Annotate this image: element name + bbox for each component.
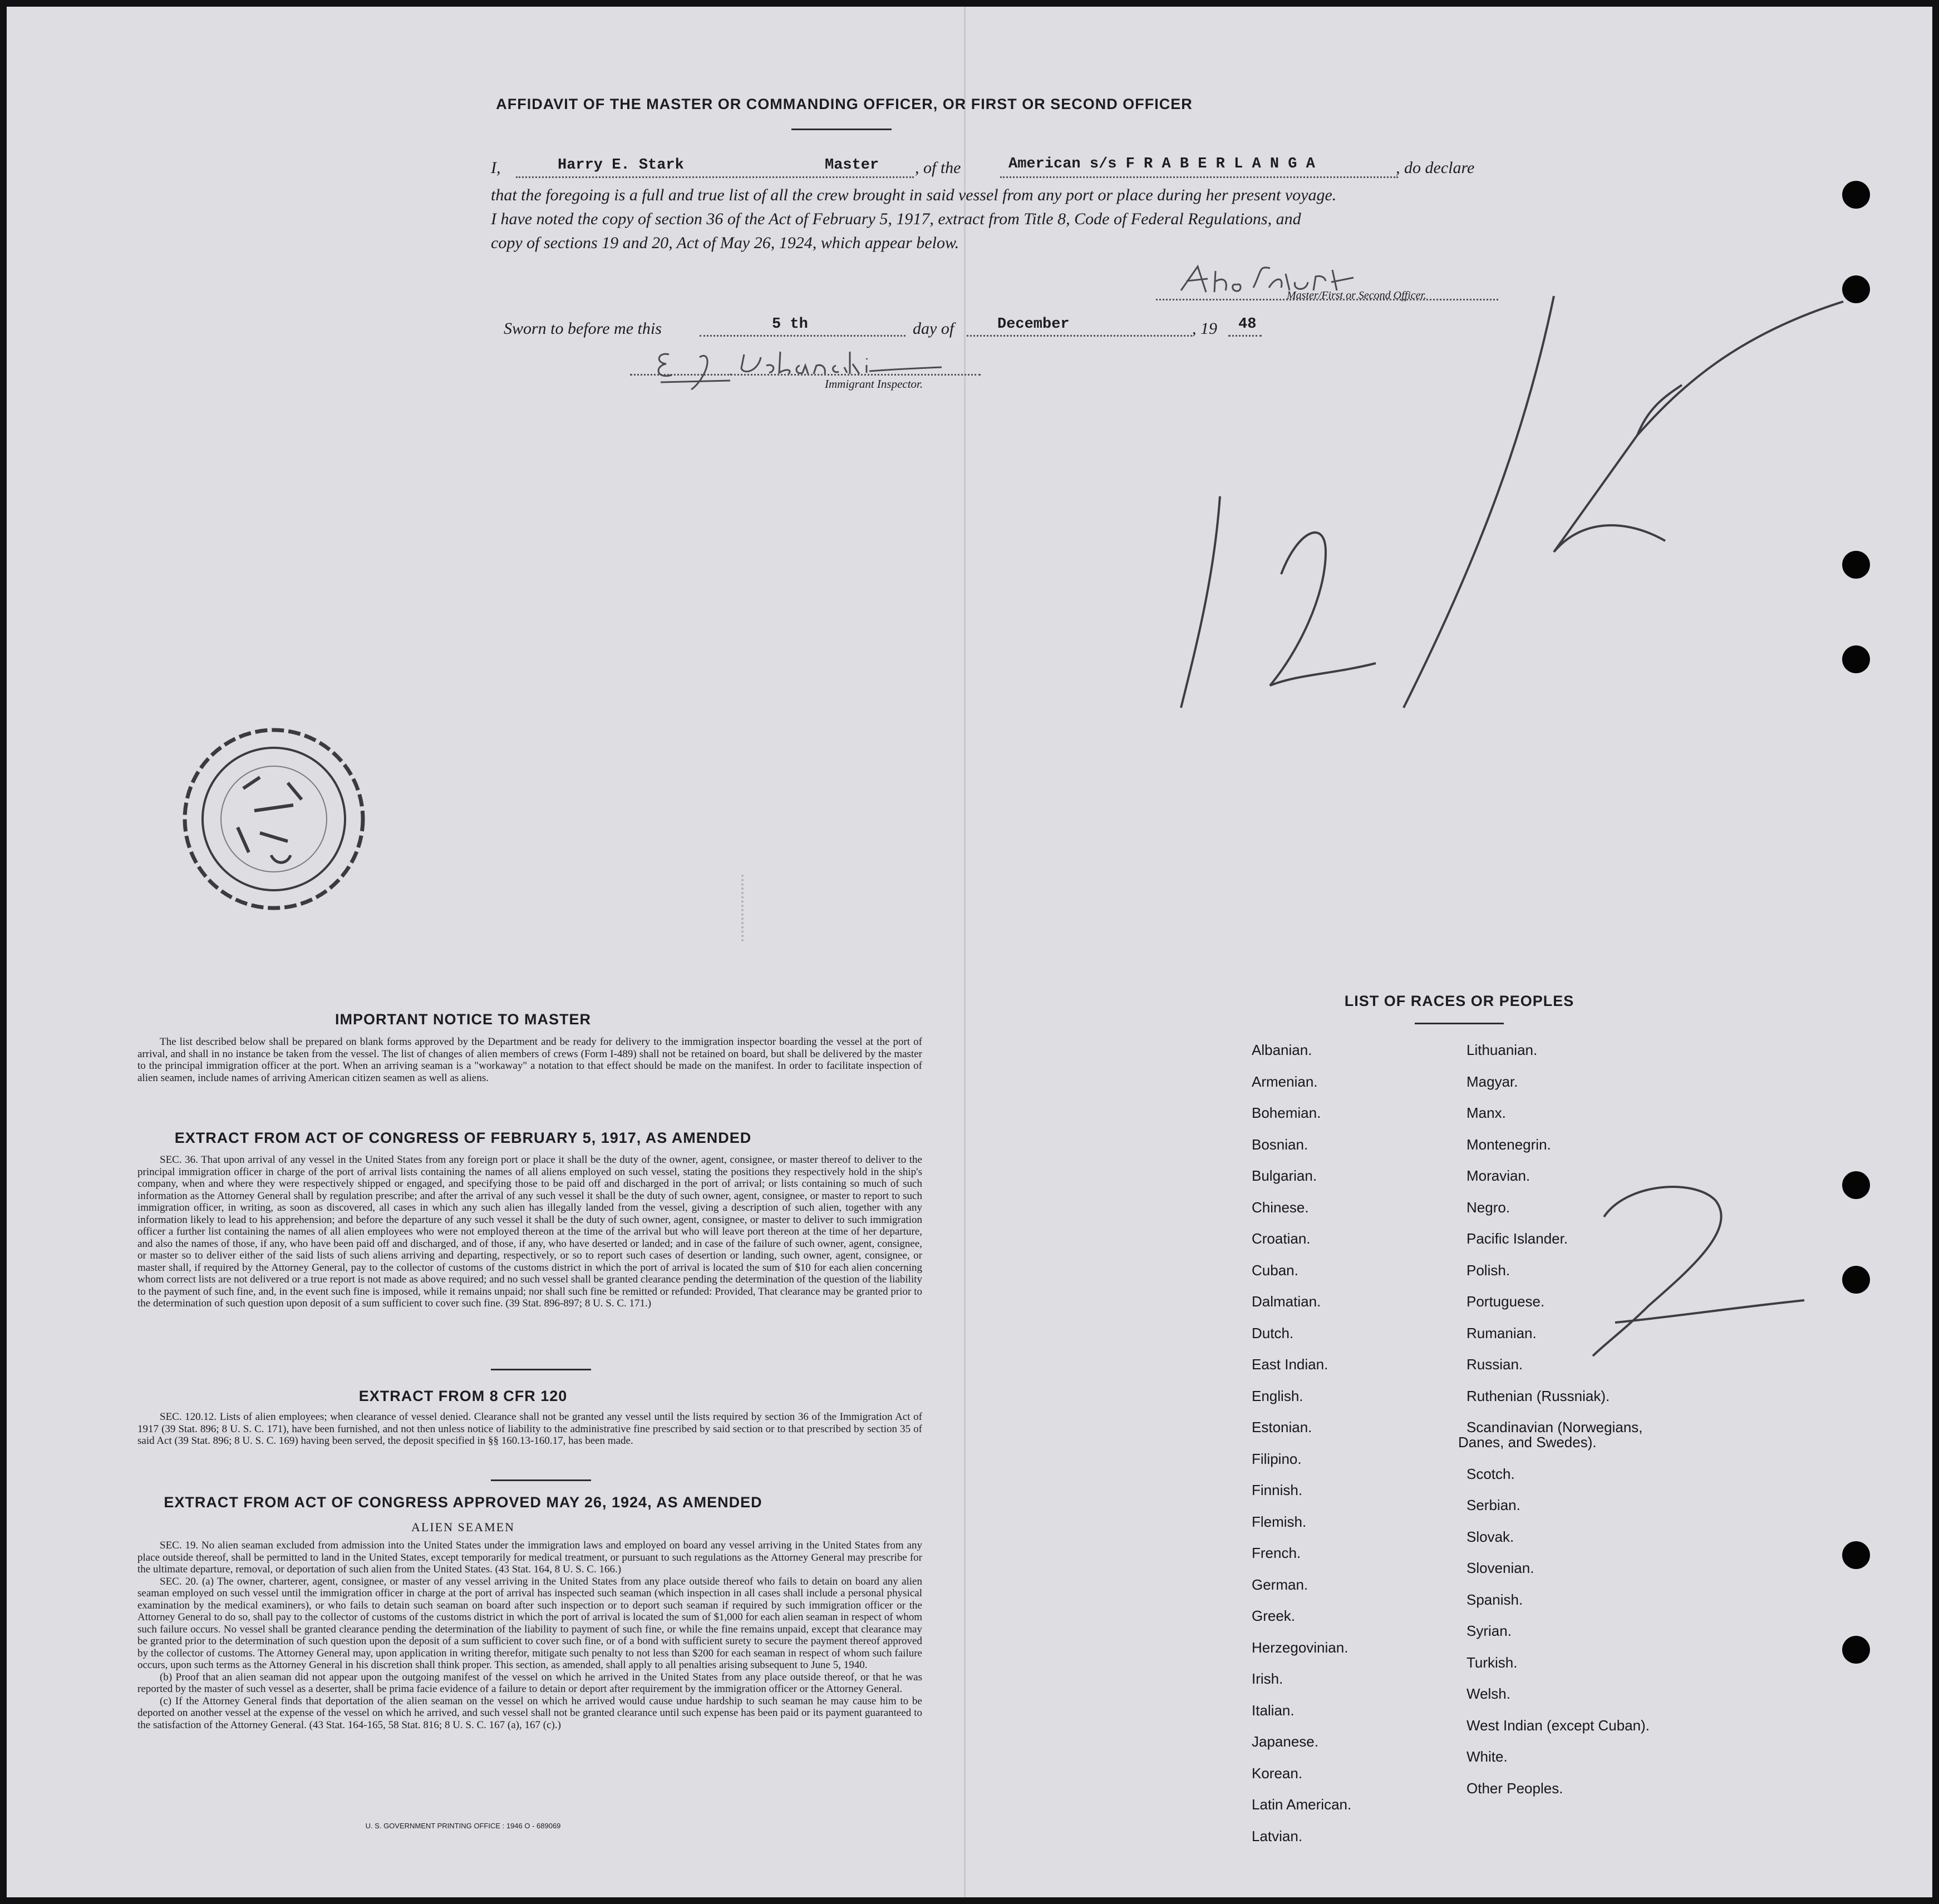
race-item-right: Syrian. <box>1466 1622 1512 1639</box>
extract-1924-text <box>137 1540 922 1731</box>
extract-1924-title: EXTRACT FROM ACT OF CONGRESS APPROVED MAY 26, 1924, AS AMENDED <box>164 1494 762 1511</box>
affidavit-line-3: I have noted the copy of section 36 of the Act of February 5, 1917, extract from Title 8, Code of Federal Regulations, and <box>491 210 1301 228</box>
punch-hole <box>1842 1541 1870 1569</box>
section-rule <box>491 1479 591 1481</box>
race-item-left: Herzegovinian. <box>1252 1639 1349 1656</box>
notice-title: IMPORTANT NOTICE TO MASTER <box>335 1011 591 1028</box>
race-item-right: Lithuanian. <box>1466 1042 1538 1058</box>
race-item-left: Bosnian. <box>1252 1136 1308 1153</box>
affidavit-line-4: copy of sections 19 and 20, Act of May 26, 1924, which appear below. <box>491 234 959 252</box>
faint-marks <box>741 875 810 941</box>
race-item-left: Greek. <box>1252 1607 1296 1624</box>
race-item-right: Moravian. <box>1466 1167 1530 1184</box>
race-item-left: Japanese. <box>1252 1733 1318 1750</box>
race-item-right: Pacific Islander. <box>1466 1230 1568 1247</box>
race-item-right: Portuguese. <box>1466 1293 1545 1310</box>
race-item-left: Dalmatian. <box>1252 1293 1321 1310</box>
race-item-right: Rumanian. <box>1466 1324 1537 1341</box>
document-page <box>7 7 1932 1897</box>
punch-hole <box>1842 1636 1870 1664</box>
race-item-right: Slovak. <box>1466 1528 1514 1545</box>
race-item-right: Scandinavian (Norwegians, <box>1466 1419 1643 1436</box>
inspector-caption: Immigrant Inspector. <box>825 377 923 391</box>
vessel-line <box>1000 176 1398 178</box>
affidavit-line-2: that the foregoing is a full and true list of all the crew brought in said vessel from any port or place during her present voyage. <box>491 186 1337 204</box>
race-item-left: Irish. <box>1252 1670 1283 1687</box>
master-rank: Master <box>825 157 879 174</box>
vessel-name: American s/s F R A B E R L A N G A <box>1008 156 1315 172</box>
do-declare-text: , do declare <box>1396 159 1475 177</box>
race-item-right: Welsh. <box>1466 1685 1510 1702</box>
race-item-left: Flemish. <box>1252 1513 1307 1530</box>
race-item-left: Cuban. <box>1252 1261 1298 1279</box>
race-item-left: Armenian. <box>1252 1073 1318 1090</box>
name-line <box>516 176 914 178</box>
sworn-month: December <box>997 316 1070 333</box>
races-title-rule <box>1415 1023 1504 1024</box>
master-name: Harry E. Stark <box>558 157 684 174</box>
race-item-left: Dutch. <box>1252 1324 1294 1341</box>
race-item-left: Italian. <box>1252 1701 1295 1719</box>
section-rule <box>491 1369 591 1370</box>
race-item-right: Montenegrin. <box>1466 1136 1551 1153</box>
race-item-left: East Indian. <box>1252 1356 1328 1373</box>
notice-text: The list described below shall be prepared on blank forms approved by the Department and be ready for delivery to the immigration inspector boarding the vessel at the port of arrival, and shall in no instance be taken from the vessel. The list of changes of alien members of crews (Form I-489) shall not be retained on board, but shall be delivered by the master to the principal immigration officer at the port. When an arriving seaman is a "workaway" a notation to that effect should be made on the manifest. In order to facilitate inspection of alien seamen, include names of arriving American citizen seamen as well as aliens. <box>137 1036 922 1084</box>
punch-hole <box>1842 1171 1870 1199</box>
punch-hole <box>1842 181 1870 209</box>
race-item-left: Filipino. <box>1252 1450 1302 1467</box>
race-item-left: Albanian. <box>1252 1042 1312 1058</box>
sworn-year: 48 <box>1238 316 1257 333</box>
extract-8cfr-text: SEC. 120.12. Lists of alien employees; when clearance of vessel denied. Clearance shall not be granted any vessel until the lists required by section 36 of the Immigration Act of 1917 (39 Stat. 896; 8 U. S. C. 171), have been furnished, and not then unless notice of liability to the administrative fine prescribed by said section or to that prescribed by section 35 of said Act (39 Stat. 896; 8 U. S. C. 169) having been served, the deposit specified in §§ 160.13-160.17, has been made. <box>137 1411 922 1447</box>
race-item-right: Russian. <box>1466 1356 1523 1373</box>
race-item-left: Latin American. <box>1252 1796 1352 1813</box>
affidavit-i-label: I, <box>491 159 501 177</box>
page-fold <box>964 7 966 1897</box>
race-item-left: Croatian. <box>1252 1230 1311 1247</box>
section-19-paragraph: SEC. 19. No alien seaman excluded from admission into the United States under the immigration laws and employed on board any vessel arriving in the United States from any place outside thereof, shall be permitted to land in the United States, except temporarily for medical treatment, or pursuant to such regulations as the Attorney General may prescribe for the ultimate departure, removal, or deportation of such alien from the United States. (43 Stat. 164, 8 U. S. C. 166.) <box>137 1540 922 1575</box>
race-item-right: White. <box>1466 1748 1508 1765</box>
race-item-right: Manx. <box>1466 1104 1506 1121</box>
section-20a-paragraph: SEC. 20. (a) The owner, charterer, agent, consignee, or master of any vessel arriving in the United States from any place outside thereof who fails to detain on board any alien seaman employed on such vessel until the immigration officer in charge at the port of arrival has inspected such seaman (which inspection in all cases shall include a personal physical examination by the medical examiners), or who fails to detain such seaman on board after such inspection or to deport such seaman if required by such immigration officer or the Attorney General to do so, shall pay to the collector of customs of the customs district in which the port of arrival is located the sum of $1,000 for each alien seaman in respect of whom such failure occurs. No vessel shall be granted clearance pending the determination of the liability to payment of such fine, or while the fine remains unpaid, except that clearance may be granted prior to the determination of such question upon the deposit of a sum sufficient to cover such fine, or of a bond with sufficient surety to secure the payment thereof approved by the collector of customs. The Attorney General may, upon application in writing therefor, mitigate such penalty to not less than $200 for each seaman in respect of whom such failure occurs, upon such terms as the Attorney General in his discretion shall think proper. This section, as amended, shall apply to all penalties arising subsequent to June 5, 1940. <box>137 1575 922 1671</box>
race-item-left: Korean. <box>1252 1764 1303 1782</box>
race-item-right: Negro. <box>1466 1198 1510 1216</box>
race-item-left: Bohemian. <box>1252 1104 1321 1121</box>
race-item-right: Scotch. <box>1466 1465 1515 1482</box>
printer-imprint: U. S. GOVERNMENT PRINTING OFFICE : 1946 O - 689069 <box>365 1822 561 1830</box>
race-item-right: Serbian. <box>1466 1497 1520 1513</box>
race-item-right: Magyar. <box>1466 1073 1518 1090</box>
extract-1917-text: SEC. 36. That upon arrival of any vessel in the United States from any foreign port or place it shall be the duty of the owner, agent, consignee, or master thereof to deliver to the principal immigration officer in charge of the port of arrival lists containing the names of all aliens employed on such vessel, stating the positions they respectively hold in the ship's company, when and where they were respectively shipped or engaged, and specifying those to be paid off and discharged in the port of arrival; or lists containing so much of such information as the Attorney General shall by regulation prescribe; and after the arrival of any such vessel it shall be the duty of such owner, agent, consignee, or master to report to such immigration officer, in writing, as soon as discovered, all cases in which any such alien has illegally landed from the vessel, giving a description of such alien, together with any information likely to lead to his apprehension; and before the departure of any such vessel it shall be the duty of such owner, agent, consignee, or master to deliver to such immigration officer a further list containing the names of all alien employees who were not employed thereon at the time of the arrival but who will leave port thereon at the time of her departure, and also the names of those, if any, who have been paid off and discharged, and of those, if any, who have deserted or landed; and in case of the failure of such owner, agent, consignee, or master so to deliver either of the said lists of such aliens arriving and departing, respectively, or so to report such cases of desertion or landing, such owner, agent, consignee, or master shall, if required by the Attorney General, pay to the collector of customs of the customs district in which the port of arrival is located the sum of $10 for each alien concerning whom correct lists are not delivered or a true report is not made as above required; and no such vessel shall be granted clearance pending the determination of the question of the liability to the payment of such fine, and, in the event such fine is imposed, while it remains unpaid; nor shall such fine be remitted or refunded: Provided, That clearance may be granted prior to the determination of such question upon deposit of a sum sufficient to cover such fine. (39 Stat. 896-897; 8 U. S. C. 171.) <box>137 1154 922 1309</box>
race-item-right: Other Peoples. <box>1466 1779 1563 1797</box>
sworn-day: 5 th <box>772 316 808 333</box>
date-stamp <box>176 722 371 916</box>
handwritten-number <box>1114 285 1860 741</box>
of-the-text: , of the <box>915 159 961 177</box>
race-item-right: Turkish. <box>1466 1654 1518 1671</box>
master-caption: Master/First or Second Officer. <box>1287 289 1427 302</box>
affidavit-title: AFFIDAVIT OF THE MASTER OR COMMANDING OFFICER, OR FIRST OR SECOND OFFICER <box>496 96 1193 112</box>
extract-1924-subtitle: ALIEN SEAMEN <box>411 1520 515 1534</box>
race-item-left: German. <box>1252 1576 1308 1593</box>
race-item-right: Danes, and Swedes). <box>1458 1434 1597 1451</box>
race-item-left: Chinese. <box>1252 1198 1309 1216</box>
race-item-left: Latvian. <box>1252 1827 1303 1844</box>
race-item-right: Spanish. <box>1466 1591 1523 1608</box>
race-item-left: French. <box>1252 1545 1301 1561</box>
day-of-text: day of <box>913 319 954 338</box>
race-item-left: Finnish. <box>1252 1482 1303 1498</box>
title-rule <box>791 129 892 130</box>
section-20c-paragraph: (c) If the Attorney General finds that deportation of the alien seaman on the vessel on which he arrived would cause undue hardship to such seaman he may cause him to be deported on another vessel at the expense of the vessel on which he arrived, and such vessel shall not be granted clearance until such expense has been paid or its payment guaranteed to the satisfaction of the Attorney General. (43 Stat. 164-165, 58 Stat. 816; 8 U. S. C. 167 (a), 167 (c).) <box>137 1695 922 1731</box>
year-prefix: , 19 <box>1192 319 1217 338</box>
race-item-left: Estonian. <box>1252 1419 1312 1436</box>
day-line <box>700 335 905 337</box>
race-item-right: Slovenian. <box>1466 1560 1534 1576</box>
handwritten-margin-number <box>1582 1178 1815 1367</box>
extract-1917-title: EXTRACT FROM ACT OF CONGRESS OF FEBRUARY 5, 1917, AS AMENDED <box>174 1129 752 1146</box>
inspector-signature-line <box>630 374 981 376</box>
sworn-prefix: Sworn to before me this <box>504 319 662 338</box>
races-title: LIST OF RACES OR PEOPLES <box>1344 993 1574 1009</box>
race-item-right: Ruthenian (Russniak). <box>1466 1387 1610 1404</box>
extract-8cfr-title: EXTRACT FROM 8 CFR 120 <box>358 1388 568 1404</box>
race-item-left: English. <box>1252 1387 1303 1404</box>
race-item-right: West Indian (except Cuban). <box>1466 1716 1650 1734</box>
section-20b-paragraph: (b) Proof that an alien seaman did not appear upon the outgoing manifest of the vessel on which he arrived in the United States from any place outside thereof, or that he was reported by the master of such vessel as a deserter, shall be prima facie evidence of a failure to detain or deport after requirement by the immigration officer or the Attorney General. <box>137 1671 922 1695</box>
race-item-right: Polish. <box>1466 1261 1510 1279</box>
punch-hole <box>1842 1266 1870 1294</box>
race-item-left: Bulgarian. <box>1252 1167 1317 1184</box>
